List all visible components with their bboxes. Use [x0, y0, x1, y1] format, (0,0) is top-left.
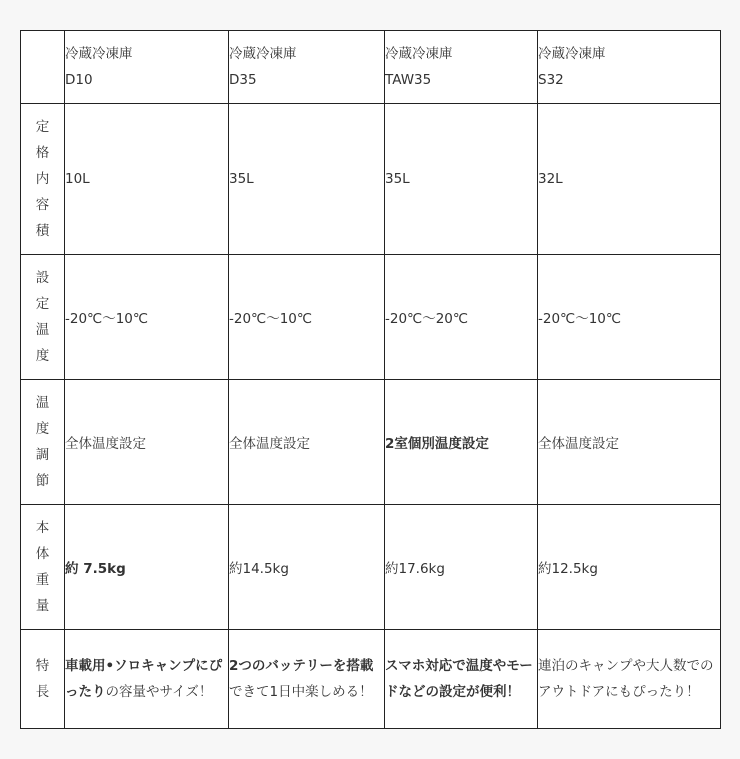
adjustment-label: 温 度 調 節	[21, 380, 65, 505]
weight-row	[21, 505, 721, 630]
features-d10	[65, 630, 229, 729]
temperature-s32: -20℃〜10℃	[538, 255, 721, 380]
corner-cell	[21, 31, 65, 104]
capacity-s32: 32L	[538, 104, 721, 255]
temperature-taw35: -20℃〜20℃	[385, 255, 538, 380]
features-row	[21, 630, 721, 729]
model-category: 冷蔵冷凍庫	[229, 46, 297, 62]
capacity-row	[21, 104, 721, 255]
model-header-taw35	[385, 31, 538, 104]
temperature-label: 設 定 温 度	[21, 255, 65, 380]
feature-highlight: スマホ対応で温度やモードなどの設定が便利！	[385, 658, 533, 700]
weight-d35: 約14.5kg	[229, 505, 385, 630]
model-category: 冷蔵冷凍庫	[538, 46, 606, 62]
features-taw35	[385, 630, 538, 729]
adjustment-d35: 全体温度設定	[229, 380, 385, 505]
temperature-row	[21, 255, 721, 380]
model-name: D35	[229, 72, 257, 88]
adjustment-d10: 全体温度設定	[65, 380, 229, 505]
feature-text: の容量やサイズ！	[105, 684, 213, 700]
model-name: D10	[65, 72, 93, 88]
capacity-d10: 10L	[65, 104, 229, 255]
adjustment-s32: 全体温度設定	[538, 380, 721, 505]
weight-s32: 約12.5kg	[538, 505, 721, 630]
model-header-s32	[538, 31, 721, 104]
weight-d10: 約 7.5kg	[65, 505, 229, 630]
header-row	[21, 31, 721, 104]
feature-highlight: 2つのバッテリーを搭載	[229, 658, 374, 674]
feature-text: 連泊のキャンプや大人数でのアウトドアにもぴったり！	[538, 658, 714, 700]
spec-comparison-table	[20, 30, 721, 729]
features-d35	[229, 630, 385, 729]
model-name: S32	[538, 72, 564, 88]
capacity-taw35: 35L	[385, 104, 538, 255]
temperature-d10: -20℃〜10℃	[65, 255, 229, 380]
features-label: 特 長	[21, 630, 65, 729]
model-category: 冷蔵冷凍庫	[385, 46, 453, 62]
temperature-d35: -20℃〜10℃	[229, 255, 385, 380]
adjustment-taw35: 2室個別温度設定	[385, 380, 538, 505]
feature-text: できて1日中楽しめる！	[229, 684, 373, 700]
feature-highlight: 車載用•ソロキャンプにぴったり	[65, 658, 223, 700]
adjustment-row	[21, 380, 721, 505]
weight-label: 本 体 重 量	[21, 505, 65, 630]
capacity-label: 定 格 内 容 積	[21, 104, 65, 255]
features-s32	[538, 630, 721, 729]
model-name: TAW35	[385, 72, 432, 88]
capacity-d35: 35L	[229, 104, 385, 255]
model-header-d10	[65, 31, 229, 104]
weight-taw35: 約17.6kg	[385, 505, 538, 630]
model-header-d35	[229, 31, 385, 104]
model-category: 冷蔵冷凍庫	[65, 46, 133, 62]
